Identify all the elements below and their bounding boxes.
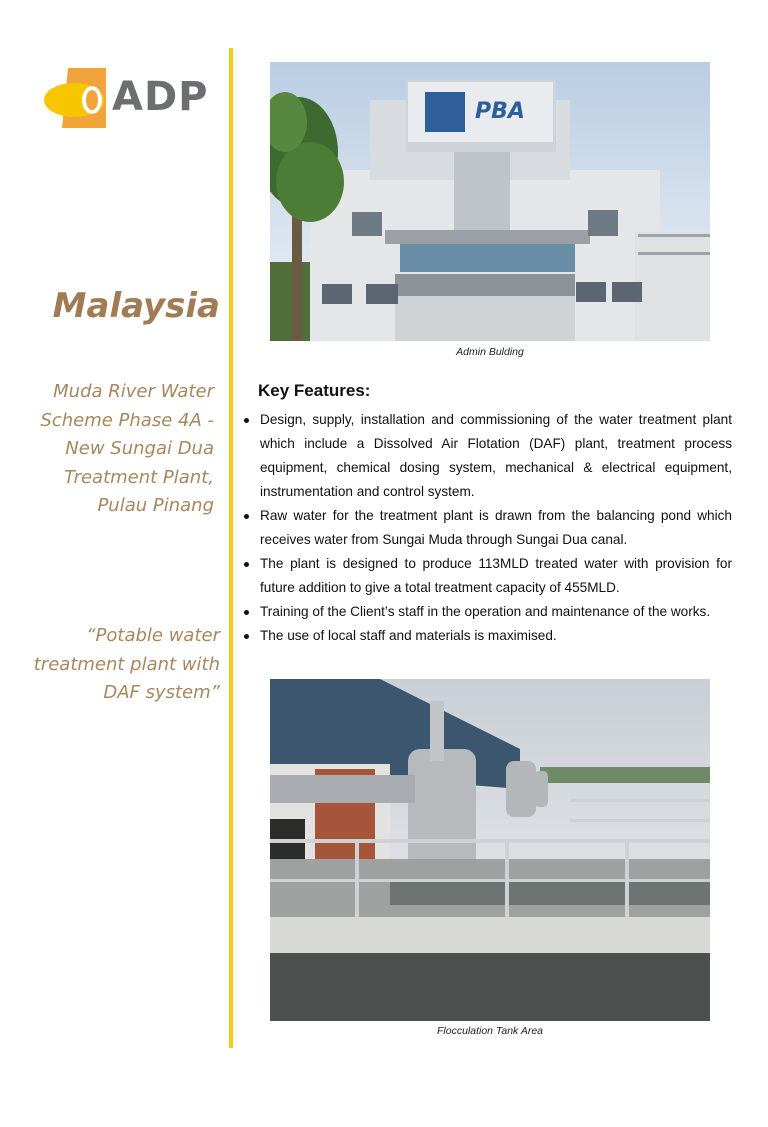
list-item: Raw water for the treatment plant is drawn from the balancing pond which receives water from Sungai Muda through Sungai Dua canal. xyxy=(244,504,732,552)
list-item: The plant is designed to produce 113MLD treated water with provision for future addition to give a total treatment capacity of 455MLD. xyxy=(244,552,732,600)
list-item: Design, supply, installation and commissioning of the water treatment plant which include a Dissolved Air Flotation (DAF) plant, treatment process equipment, chemical dosing system, mechanical & electrical equipment, instrumentation and control system. xyxy=(244,408,732,504)
flocculation-tank-caption: Flocculation Tank Area xyxy=(436,1025,544,1037)
logo-wordmark: ADP xyxy=(112,74,209,120)
adp-logo-mark-icon xyxy=(44,66,114,136)
admin-building-photo xyxy=(270,62,710,341)
project-quote xyxy=(20,622,220,708)
pba-sign-text: PBA xyxy=(475,99,525,124)
quote-line: DAF system” xyxy=(103,682,220,703)
project-title xyxy=(14,378,214,521)
project-title-line: Scheme Phase 4A - xyxy=(40,409,214,431)
project-title-line: New Sungai Dua xyxy=(65,438,214,459)
list-item: Training of the Client’s staff in the operation and maintenance of the works. xyxy=(244,600,732,624)
key-features-heading: Key Features: xyxy=(258,381,371,400)
country-heading: Malaysia xyxy=(52,286,220,326)
key-features-list xyxy=(244,408,732,648)
flocculation-tank-photo xyxy=(270,679,710,1021)
quote-line: treatment plant with xyxy=(33,653,220,675)
project-title-line: Treatment Plant, xyxy=(63,466,214,488)
quote-line: “Potable water xyxy=(86,625,220,646)
company-logo xyxy=(44,66,224,136)
admin-building-caption: Admin Bulding xyxy=(456,346,524,358)
vertical-divider xyxy=(229,48,233,1048)
project-title-line: Pulau Pinang xyxy=(97,495,214,516)
list-item: The use of local staff and materials is maximised. xyxy=(244,624,732,648)
project-title-line: Muda River Water xyxy=(53,381,214,402)
